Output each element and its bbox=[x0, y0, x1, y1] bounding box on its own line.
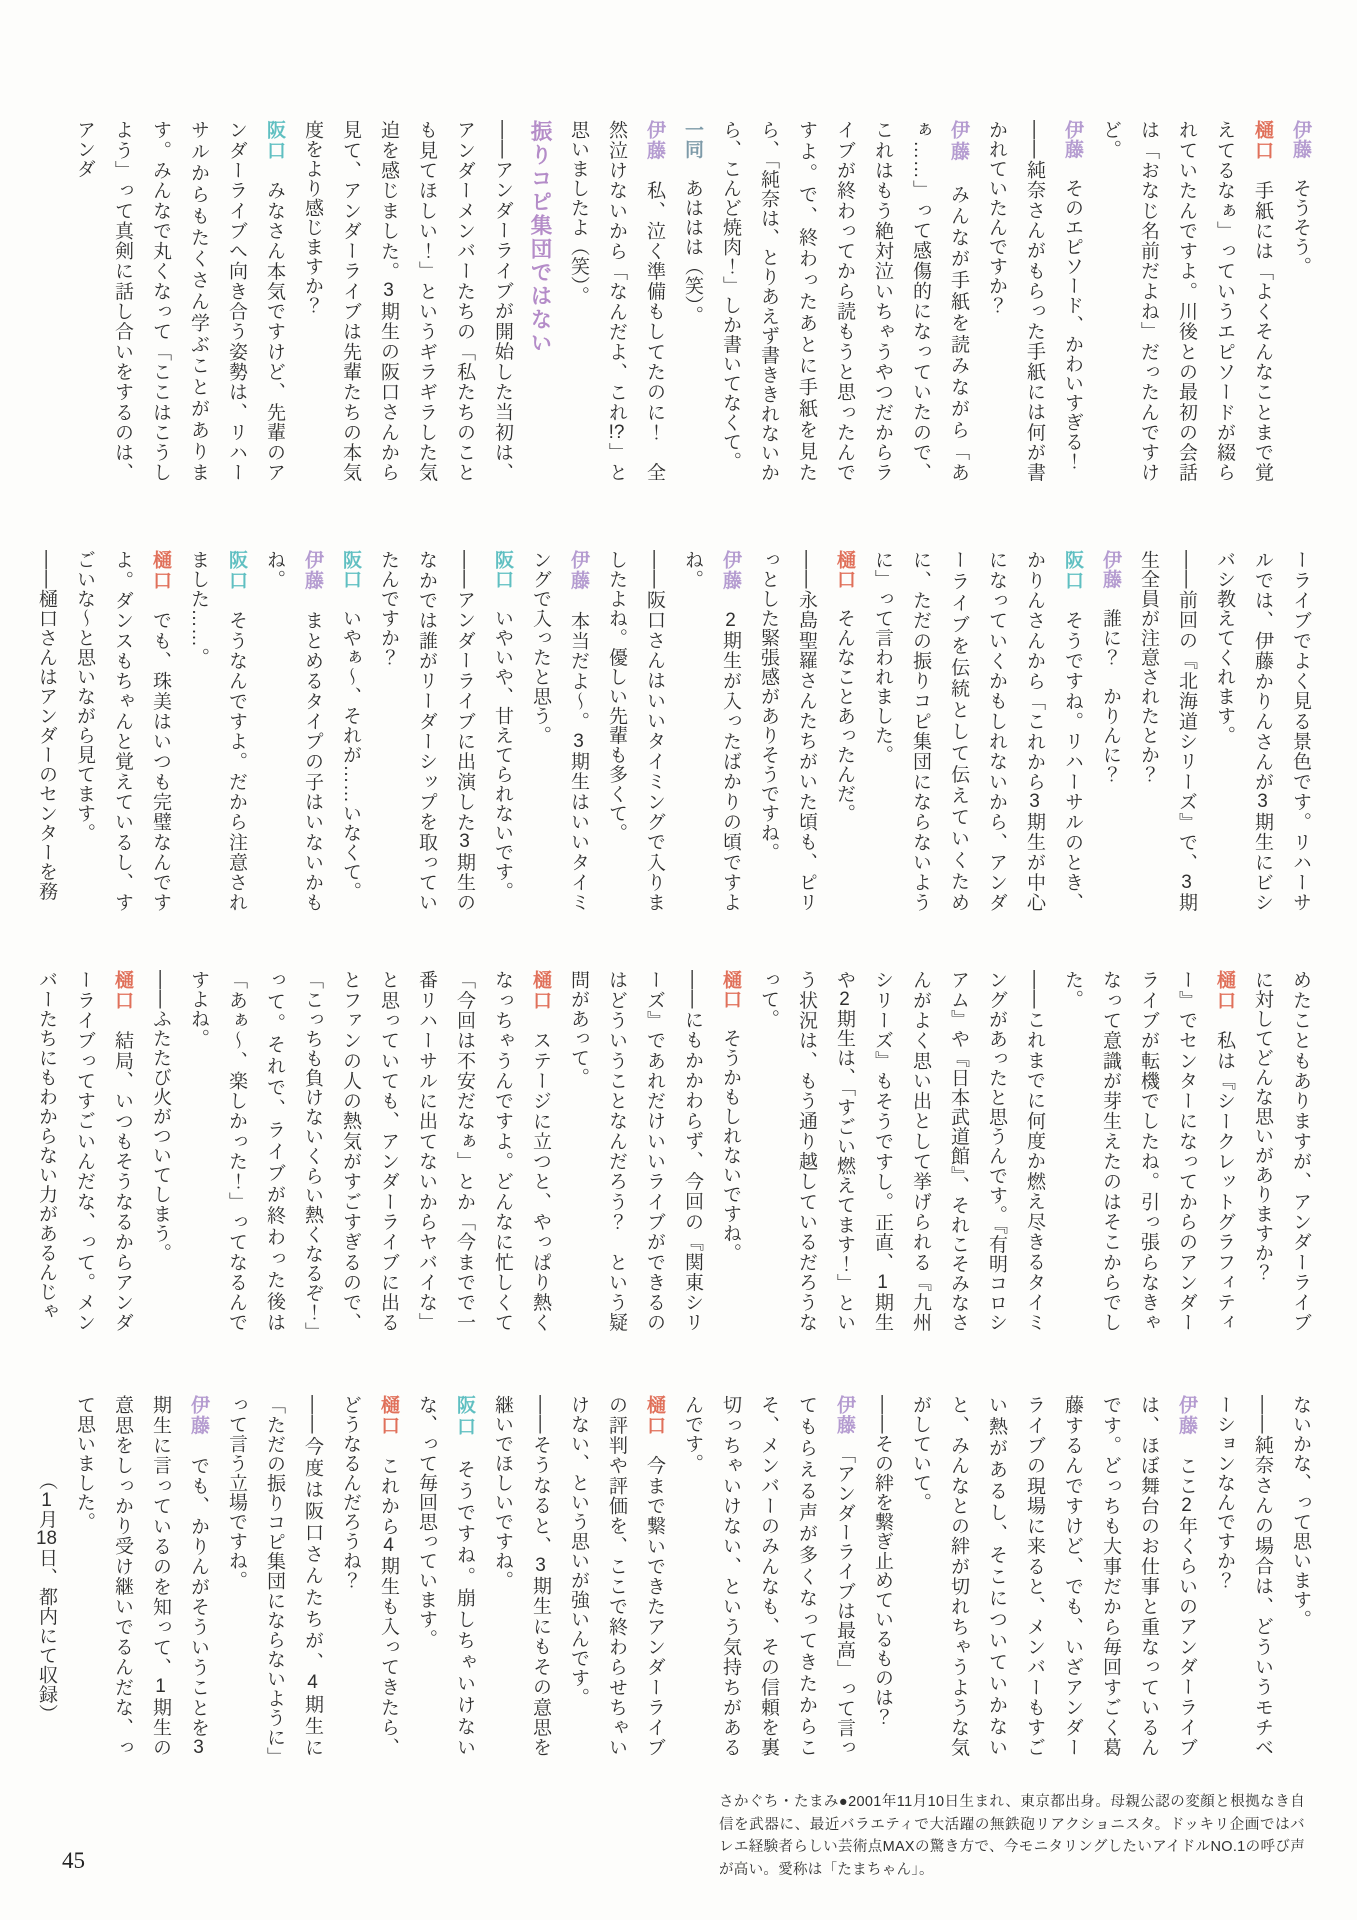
dialogue-segment: 一同 あははは（笑）。 bbox=[682, 120, 703, 325]
dialogue-segment: 樋口 結局、いつもそうなるからアンダーライブってすごいんだな、って。メンバーたちにもわからない力があるんじゃ bbox=[36, 970, 133, 1333]
speaker-label: 伊藤 bbox=[834, 1395, 855, 1435]
dialogue-segment: 伊藤 誰に？ かりんに？ bbox=[1100, 550, 1121, 784]
tatechuyoko: 18 bbox=[36, 1529, 57, 1548]
dialogue-segment: 樋口 これから4期生も入ってきたら、どうなるんだろうね？ bbox=[340, 1395, 399, 1758]
tatechuyoko: 3 bbox=[459, 832, 470, 852]
text-band-2 bbox=[27, 550, 1319, 912]
tatechuyoko: 4 bbox=[307, 1673, 318, 1693]
dialogue-continuation: ——これまでに何度か燃え尽きるタイミングがあったと思うんです。『有明コロシアム』や『日本武道館』、それこそみなさんがよく思い出として挙げられる『九州シリーズ』もそうですし。正直、1期生や2期生は、「すごい燃えてます！」という状況は、もう通り越しているだろうなって。 bbox=[758, 970, 1045, 1333]
speaker-label: 伊藤 bbox=[188, 1395, 209, 1436]
speaker-label: 伊藤 bbox=[720, 550, 741, 591]
dialogue-segment: 阪口 いやぁ〜、それが……いなくて。 bbox=[340, 550, 361, 901]
dialogue-continuation: ——その絆を繋ぎ止めているものは？ bbox=[872, 1395, 893, 1727]
dialogue-continuation: ——純奈さんの場合は、どういうモチベーションなんですか？ bbox=[1214, 1395, 1273, 1757]
dialogue-segment: 伊藤 本当だよ〜。3期生はいいタイミングで入ったと思う。 bbox=[530, 550, 589, 913]
dialogue-continuation: ——ふたたび火がついてしまう。 bbox=[150, 970, 171, 1263]
speaker-label: 伊藤 bbox=[1176, 1395, 1197, 1436]
dialogue-continuation: ——樋口さんはアンダーのセンターを務 bbox=[36, 550, 57, 901]
dialogue-segment: 樋口 ステージに立つと、やっぱり熱くなっちゃうんですよ。どんなに忙しくて「今回は不安だなぁ」とか「今までで一番リハーサルに出てないからヤバイな」と思っていても、アンダーライブに出るとファンの人の熱気がすごすぎるので、「こっちも負けないくらい熱くなるぞ！」って。それで、ライブが終わった後は「あぁ〜、楽しかった！」ってなるんですよね。 bbox=[188, 970, 551, 1333]
speaker-label: 一同 bbox=[682, 120, 703, 159]
speaker-label: 伊藤 bbox=[1062, 120, 1083, 159]
tatechuyoko: 1 bbox=[877, 1272, 888, 1292]
dialogue-continuation: ——前回の『北海道シリーズ』で、3期生全員が注意されたとか？ bbox=[1138, 550, 1197, 912]
dialogue-segment: 阪口 みなさん本気ですけど、先輩のアンダーライブへ向き合う姿勢は、リハーサルからもたくさん学ぶことがあります。みんなで丸くなって「ここはこうしよう」って真剣に話し合いをするのは、アンダ bbox=[74, 120, 285, 483]
tatechuyoko: 3 bbox=[535, 1556, 546, 1576]
speaker-label: 阪口 bbox=[340, 550, 361, 589]
dialogue-segment: 伊藤 「アンダーライブは最高」って言ってもらえる声が多くなってきたからこそ、メンバーのみんなも、その信頼を裏切っちゃいけない、という気持ちがあるんです。 bbox=[682, 1395, 855, 1758]
dialogue-segment: 伊藤 まとめるタイプの子はいないかもね。 bbox=[264, 550, 323, 913]
dialogue-segment: 伊藤 ここ2年くらいのアンダーライブは、ほぼ舞台のお仕事と重なっているんです。どっちも大事だから毎回すごく葛藤するんですけど、でも、いざアンダーライブの現場に来ると、メンバーもすごい熱があるし、そこについていかないと、みんなとの絆が切れちゃうような気がしていて。 bbox=[910, 1395, 1197, 1758]
dialogue-segment: 樋口 でも、珠美はいつも完璧なんですよ。ダンスもちゃんと覚えているし、すごいな〜と思いながら見てます。 bbox=[74, 550, 171, 913]
dialogue-continuation: ——今度は阪口さんたちが、4期生に「ただの振りコピ集団にならないように」って言う立場ですね。 bbox=[226, 1395, 323, 1758]
dialogue-segment: 樋口 私は『シークレットグラフィティー』でセンターになってからのアンダーライブが転機でしたね。引っ張らなきゃなって意識が芽生えたのはそこからでした。 bbox=[1062, 970, 1235, 1333]
tatechuyoko: 3 bbox=[1257, 792, 1268, 812]
dialogue-continuation: ——そうなると、3期生にもその意思を継いでほしいですね。 bbox=[492, 1395, 551, 1757]
speaker-label: 阪口 bbox=[264, 120, 285, 161]
tatechuyoko: 3 bbox=[573, 731, 584, 751]
profile-bio: さかぐち・たまみ●2001年11月10日生まれ、東京都出身。母親公認の変顔と根拠なき自信を武器に、最近バラエティで大活躍の無鉄砲リアクショニスタ。ドッキリ企画ではバレエ経験者らしい芸術点MAXの驚き方で、今モニタリングしたいアイドルNO.1の呼び声が高い。愛称は「たまちゃん」。 bbox=[719, 1794, 1305, 1878]
speaker-label: 伊藤 bbox=[568, 550, 589, 591]
speaker-label: 伊藤 bbox=[1100, 550, 1121, 589]
dialogue-segment: 伊藤 私、泣く準備もしてたのに！ 全然泣けないから「なんだよ、これ!?」と思いましたよ（笑）。 bbox=[568, 120, 665, 483]
speaker-label: 樋口 bbox=[644, 1395, 665, 1436]
tatechuyoko: 2 bbox=[839, 989, 850, 1009]
dialogue-continuation: ないかな、って思います。 bbox=[1290, 1395, 1311, 1629]
dialogue-continuation: ——永島聖羅さんたちがいた頃も、ピリっとした緊張感がありそうですね。 bbox=[758, 550, 817, 912]
text-band-3 bbox=[27, 970, 1319, 1332]
speaker-label: 伊藤 bbox=[302, 550, 323, 591]
speaker-label: 阪口 bbox=[492, 550, 513, 589]
dialogue-segment: 伊藤 そのエピソード、かわいすぎる！ bbox=[1062, 120, 1083, 471]
dialogue-continuation: ——にもかかわらず、今回の『関東シリーズ』であれだけいいライブができるのはどういうことなんだろう？ という疑問があって。 bbox=[568, 970, 703, 1332]
speaker-label: 樋口 bbox=[150, 550, 171, 591]
tatechuyoko: 3 bbox=[383, 281, 394, 301]
dialogue-segment: 阪口 いやいや、甘えてられないです。 bbox=[492, 550, 513, 901]
speaker-label: 樋口 bbox=[378, 1395, 399, 1436]
tatechuyoko: 1 bbox=[41, 1490, 52, 1510]
speaker-label: 樋口 bbox=[530, 970, 551, 1011]
section-heading: 振りコピ集団ではない bbox=[528, 120, 552, 355]
dialogue-segment: 樋口 今まで繋いできたアンダーライブの評判や評価を、ここで終わらせちゃいけない、という思いが強いんです。 bbox=[568, 1395, 665, 1758]
dialogue-continuation: ーライブでよく見る景色です。リハーサルでは、伊藤かりんさんが3期生にビシバシ教えてくれます。 bbox=[1214, 550, 1311, 913]
dialogue-segment: 伊藤 みんなが手紙を読みながら「あぁ……」って感傷的になっていたので、これはもう絶対泣いちゃうやつだからライブが終わってから読もうと思ったんですよ。で、終わったあとに手紙を見たら、「純奈は、とりあえず書ききれないから、こんど焼肉！」しか書いてなくて。 bbox=[720, 120, 969, 482]
tatechuyoko: 3 bbox=[1029, 792, 1040, 812]
tatechuyoko: 3 bbox=[193, 1738, 204, 1758]
speaker-label: 伊藤 bbox=[948, 120, 969, 163]
tatechuyoko: 2 bbox=[725, 610, 736, 630]
dialogue-segment: 樋口 そうかもしれないですね。 bbox=[720, 970, 741, 1263]
recording-note: （1月18日、都内にて収録） bbox=[36, 1471, 57, 1724]
dialogue-segment: 伊藤 そうそう。 bbox=[1290, 120, 1311, 276]
dialogue-segment: 阪口 そうですね。崩しちゃいけないな、って毎回思っています。 bbox=[416, 1395, 475, 1757]
speaker-label: 阪口 bbox=[1062, 550, 1083, 591]
speaker-label: 樋口 bbox=[1252, 120, 1273, 161]
dialogue-continuation: ——アンダーライブが開始した当初は、アンダーメンバーたちの「私たちのことも見てほしい！」というギラギラした気迫を感じました。3期生の阪口さんから見て、アンダーライブは先輩たちの本気度をより感じますか？ bbox=[302, 120, 513, 483]
speaker-label: 樋口 bbox=[834, 550, 855, 589]
tatechuyoko: 1 bbox=[155, 1677, 166, 1697]
dialogue-segment: 阪口 そうですね。リハーサルのとき、かりんさんから「これから3期生が中心になっていくかもしれないから、アンダーライブを伝統として伝えていくために、ただの振りコピ集団にならないように」って言われました。 bbox=[872, 550, 1083, 913]
dialogue-continuation: ——アンダーライブに出演した3期生のなかでは誰がリーダーシップを取っていたんですか？ bbox=[378, 550, 475, 912]
dialogue-segment: 伊藤 2期生が入ったばかりの頃ですよね。 bbox=[682, 550, 741, 913]
speaker-label: 伊藤 bbox=[1290, 120, 1311, 159]
speaker-label: 伊藤 bbox=[644, 120, 665, 161]
speaker-label: 阪口 bbox=[226, 550, 247, 591]
speaker-label: 樋口 bbox=[720, 970, 741, 1009]
dialogue-segment: 樋口 そんなことあったんだ。 bbox=[834, 550, 855, 823]
dialogue-continuation: ——純奈さんがもらった手紙には何が書かれていたんですか？ bbox=[986, 120, 1045, 482]
dialogue-segment: 樋口 手紙には「よくそんなことまで覚えてるなぁ」っていうエピソードが綴られていたんですよ。川後との最初の会話は「おなじ名前だよね」だったんですけど。 bbox=[1100, 120, 1273, 483]
text-band-4 bbox=[27, 1395, 1319, 1757]
page-number: 45 bbox=[62, 1848, 85, 1873]
speaker-label: 樋口 bbox=[112, 970, 133, 1011]
speaker-label: 阪口 bbox=[454, 1395, 475, 1438]
tatechuyoko: 4 bbox=[383, 1536, 394, 1556]
speaker-label: 樋口 bbox=[1214, 970, 1235, 1011]
dialogue-segment: 阪口 そうなんですよ。だから注意されました……。 bbox=[188, 550, 247, 913]
tatechuyoko: !? bbox=[608, 422, 625, 442]
dialogue-segment: 伊藤 でも、かりんがそういうことを3期生に言っているのを知って、1期生の意思をしっかり受け継いでるんだな、って思いました。 bbox=[74, 1395, 209, 1758]
text-band-1 bbox=[65, 120, 1319, 482]
dialogue-continuation: めたこともありますが、アンダーライブに対してどんな思いがありますか？ bbox=[1252, 970, 1311, 1332]
dialogue-continuation: ——阪口さんはいいタイミングで入りましたよね。優しい先輩も多くて。 bbox=[606, 550, 665, 912]
tatechuyoko: 2 bbox=[1181, 1495, 1192, 1515]
tatechuyoko: 3 bbox=[1181, 872, 1192, 892]
